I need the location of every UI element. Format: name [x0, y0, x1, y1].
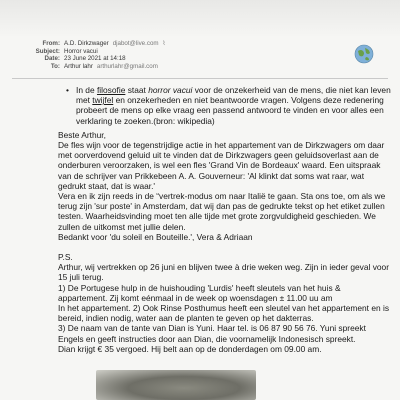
from-label: From: [42, 40, 60, 47]
ps-line-1: Arthur, wij vertrekken op 26 juni en blijven twee à drie weken weg. Zijn in ieder geval voor 15 juli terug. [58, 262, 389, 283]
ps-line-4: 3) De naam van de tante van Dian is Yuni. Haar tel. is 06 87 90 56 76. Yuni spreekt Engels en geeft instructies door aan Dian, die voornamelijk Indonesisch spreekt. [58, 323, 366, 344]
header-divider [12, 78, 388, 79]
link-twijfel[interactable]: twijfel [92, 95, 114, 106]
subject-label: Subject: [35, 47, 60, 55]
subject-value: Horror vacui [64, 47, 98, 55]
paperclip-icon: ⌇ [162, 40, 166, 47]
attached-photo [96, 370, 256, 400]
spacer [58, 242, 392, 252]
bullet-dot: • [66, 85, 69, 95]
to-row [14, 63, 334, 71]
ps-line-2: 1) De Portugese hulp in de huishouding 'Lurdis' heeft sleutels van het huis & appartement. Zij komt eénmaal in de week op woensdagen ± 11.00 uu am [58, 282, 341, 303]
to-label: To: [50, 62, 60, 70]
ps-line-5: Dian krijgt € 35 vergoed. Hij belt aan op de donderdagen om 09.00 am. [58, 343, 322, 354]
subject-row [14, 48, 334, 56]
globe-icon [354, 44, 374, 64]
bullet-source: (bron: wikipedia) [153, 115, 215, 126]
from-row [14, 40, 334, 48]
date-row [14, 55, 334, 63]
paragraph-1: De fles wijn voor de tegenstrijdige actie in het appartement van de Dirkzwagers om daar met oorverdovend geluid uit te vinden dat de Dirkzwagers geen geluidsoverlast aan de onderburen veroorzaken, is wel een fles 'Grand Vin de Bordeaux' waard. Een uitspraak van de schrijver van Prikkebeen A. A. Gouverneur: 'Al klinkt dat soms wat raar, wat gedrukt staat, dat is waar.' [58, 140, 385, 191]
paragraph-2: Vera en ik zijn reeds in de “vertrek-modus om naar Italië te gaan. Sta ons toe, om als we terug zijn 'sur poste' in Amsterdam, dat wij dan pas de gedrukte tekst op het etiket zullen testen. Waarheidsvinding moet ten alle tijde met grote zorgvuldigheid geschieden. We zullen de uitkomst met jullie delen. [58, 191, 386, 232]
email-header [14, 40, 334, 70]
bullet-text2: en onzekerheden en niet beantwoorde vragen. Volgens deze redenering probeert de mens op elke vraag een passend antwoord te vinden en voor alles een verklaring te zoeken. [76, 95, 384, 126]
to-address: arthurlahr@gmail.com [96, 62, 158, 70]
salutation: Beste Arthur, [58, 129, 106, 140]
date-label: Date: [44, 55, 60, 63]
date-value: 23 June 2021 at 14:18 [64, 55, 126, 63]
bullet-text [76, 85, 392, 126]
bullet-text1: voor de onzekerheid van de mens, die niet kan leven met [76, 85, 391, 106]
bullet-mid: staat [125, 85, 149, 95]
from-value: A.D. Dirkzwager [64, 40, 109, 47]
email-body [58, 85, 392, 354]
ps-label: P.S. [58, 252, 73, 263]
from-address: djabot@live.com [112, 40, 159, 47]
link-filosofie[interactable]: filosofie [96, 85, 126, 95]
bullet-pre: In de [76, 85, 97, 95]
to-value: Arthur lahr [64, 62, 93, 70]
ps-line-3: In het appartement. 2) Ook Rinse Posthumus heeft een sleutel van het appartement en is bereid, indien nodig, water aan de planten te geven op het dakterras. [58, 303, 390, 324]
quote-bullet [66, 85, 392, 126]
horror-vacui-italic: horror vacui [148, 85, 193, 95]
page-top-edge [0, 0, 400, 38]
closing: Bedankt voor 'du soleil en Bouteille.', Vera & Adriaan [58, 231, 253, 242]
